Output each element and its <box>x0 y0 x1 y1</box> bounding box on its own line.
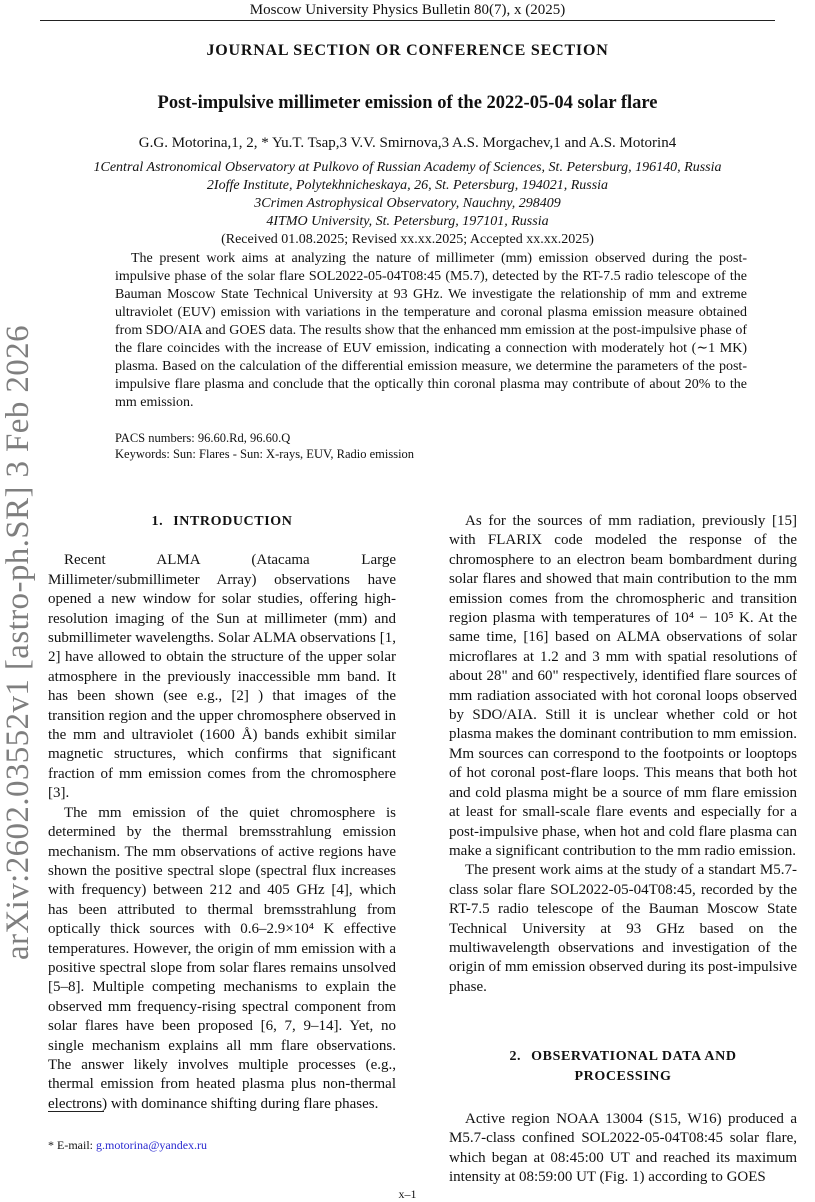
affiliation-4: 4ITMO University, St. Petersburg, 197101, Russia <box>266 214 549 229</box>
arxiv-stamp-text: arXiv:2602.03552v1 [astro-ph.SR] 3 Feb 2026 <box>0 325 36 960</box>
section-1-heading <box>48 512 396 531</box>
author-list: G.G. Motorina,1, 2, * Yu.T. Tsap,3 V.V. Smirnova,3 A.S. Morgachev,1 and A.S. Motorin4 <box>138 135 677 151</box>
section-2-number: 2. <box>509 1049 522 1065</box>
journal-section-heading: JOURNAL SECTION OR CONFERENCE SECTION <box>206 42 609 59</box>
section-2-title-line-1: OBSERVATIONAL DATA AND <box>531 1049 737 1065</box>
pacs-numbers: PACS numbers: 96.60.Rd, 96.60.Q <box>115 431 291 445</box>
keywords: Keywords: Sun: Flares - Sun: X-rays, EUV, Radio emission <box>115 447 415 461</box>
affiliation-1: 1Central Astronomical Observatory at Pulkovo of Russian Academy of Sciences, St. Petersburg, 196140, Russia <box>93 160 722 175</box>
page-number: x–1 <box>398 1187 417 1201</box>
intro-paragraph-3: As for the sources of mm radiation, previously [15] with FLARIX code modeled the response of the chromosphere to an electron beam bombardment during solar flares and showed that main contribution to the mm emission comes from the chromospheric and transition region plasma with temperatures of 10⁴ − 10⁵ K. At the same time, [16] based on ALMA observations of solar microflares at 1.2 and 3 mm with spatial resolutions of about 28" and 60" respectively, identified flare sources of mm radiation associated with hot coronal loops observed by SDO/AIA. Still it is unclear whether cold or hot plasma makes the dominant contribution to mm emission. Mm sources can correspond to the footpoints or looptops of hot coronal post-flare loops. This means that both hot and cold plasma might be a source of mm flare emission at least for small-scale flare events and especially for a post-impulsive phase, when hot and cold flare plasma can make a significant contribution to the mm radio emission. <box>449 513 797 859</box>
footnote-rule <box>48 1111 104 1112</box>
paper-title: Post-impulsive millimeter emission of the 2022-05-04 solar flare <box>157 93 658 113</box>
running-header: Moscow University Physics Bulletin 80(7), x (2025) <box>249 2 566 18</box>
abstract: The present work aims at analyzing the nature of millimeter (mm) emission observed during the post-impulsive phase of the solar flare SOL2022-05-04T08:45 (M5.7), detected by the RT-7.5 radio telescope of the Bauman Moscow State Technical University at 93 GHz. We investigate the relationship of mm and extreme ultraviolet (EUV) emission with variations in the temperature and coronal plasma emission measure obtained from SDO/AIA and GOES data. The results show that the enhanced mm emission at the post-impulsive phase of the flare coincides with the increase of EUV emission, indicating a connection with moderately hot (∼1 MK) plasma. Based on the calculation of the differential emission measure, we determine the parameters of the post-impulsive flare plasma and conclude that the optically thin coronal plasma may contribute of about 20% to the mm emission. <box>115 251 747 410</box>
affiliation-2: 2Ioffe Institute, Polytekhnicheskaya, 26, St. Petersburg, 194021, Russia <box>206 178 609 193</box>
affiliations <box>40 159 775 249</box>
intro-paragraph-4: The present work aims at the study of a standart M5.7-class solar flare SOL2022-05-04T08:45, recorded by the RT-7.5 radio telescope of the Bauman Moscow State Technical University at 93 GHz based on the multiwavelength observations and investigation of the origin of mm emission observed during its post-impulsive phase. <box>449 862 797 995</box>
intro-paragraph-2: The mm emission of the quiet chromosphere is determined by the thermal bremsstrahlung emission mechanism. The mm observations of active regions have shown the positive spectral slope (spectral flux increases with frequency) between 212 and 405 GHz [4], which has been attributed to thermal bremsstrahlung from optically thick sources with 0.6–2.9×10⁴ K effective temperatures. However, the origin of mm emission with a positive spectral slope from solar flares remains unsolved [5–8]. Multiple competing mechanisms to explain the observed mm frequency-rising spectral component from solar flares have been proposed [6, 7, 9–14]. Yet, no single mechanism explains all mm flare observations. The answer likely involves multiple processes (e.g., thermal emission from heated plasma plus non-thermal electrons) with dominance shifting during flare phases. <box>48 804 396 1112</box>
email-link[interactable]: g.motorina@yandex.ru <box>96 1138 208 1152</box>
left-column <box>48 512 396 1114</box>
section-1-title: INTRODUCTION <box>173 514 293 529</box>
data-paragraph-1: Active region NOAA 13004 (S15, W16) produced a M5.7-class confined SOL2022-05-04T08:45 solar flare, which began at 08:45:00 UT and reached its maximum intensity at 08:59:00 UT (Fig. 1) according to GOES <box>449 1110 797 1186</box>
section-1-number: 1. <box>151 514 164 529</box>
right-column <box>449 512 797 1188</box>
pacs-keywords <box>115 430 747 462</box>
section-2-title-line-2: PROCESSING <box>574 1068 672 1084</box>
submission-dates: (Received 01.08.2025; Revised xx.xx.2025; Accepted xx.xx.2025) <box>221 232 594 247</box>
intro-paragraph-1: Recent ALMA (Atacama Large Millimeter/submillimeter Array) observations have opened a new window for solar studies, offering high-resolution imaging of the Sun at millimeter (mm) and submillimeter wavelengths. Solar ALMA observations [1, 2] have allowed to obtain the structure of the upper solar atmosphere in the previously inaccessible mm band. It has been shown (see e.g., [2] ) that images of the transition region and the upper chromosphere observed in the mm and ultraviolet (1600 Å) bands exhibit similar magnetic structures, which confirms that significant fraction of mm emission comes from the chromosphere [3]. <box>48 552 396 802</box>
affiliation-3: 3Crimen Astrophysical Observatory, Nauchny, 298409 <box>254 196 561 211</box>
header-rule <box>40 20 775 21</box>
section-2-heading <box>449 1047 797 1086</box>
footnote-label: * E-mail: <box>48 1138 93 1152</box>
footnote <box>48 1138 396 1153</box>
